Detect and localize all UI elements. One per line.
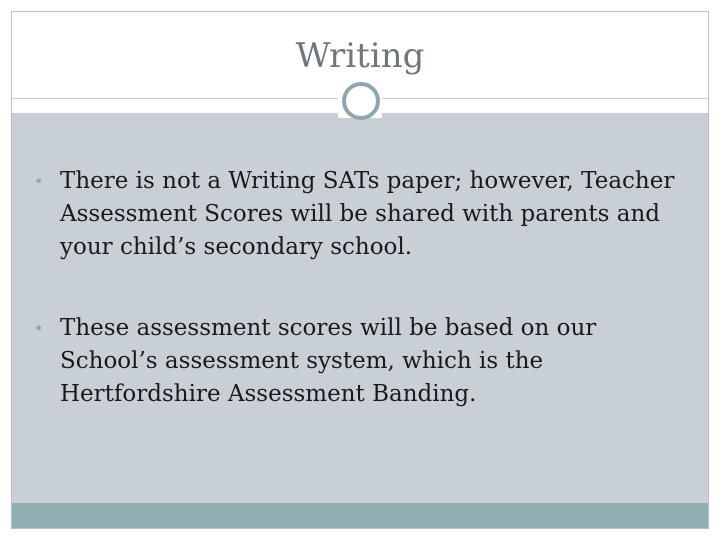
bullet-item <box>26 312 676 411</box>
bullet-text: These assessment scores will be based on our School’s assessment system, which is the Hertfordshire Assessment Banding. <box>60 315 597 407</box>
bullet-dot-icon: • <box>34 172 44 191</box>
ring-icon <box>342 82 380 120</box>
bullet-text: There is not a Writing SATs paper; however, Teacher Assessment Scores will be shared with parents and your child’s secondary school. <box>60 168 675 260</box>
bullet-list <box>26 165 676 459</box>
slide-title: Writing <box>295 36 425 76</box>
bullet-dot-icon: • <box>34 319 44 338</box>
bottom-strip <box>12 503 708 528</box>
bullet-item <box>26 165 676 264</box>
